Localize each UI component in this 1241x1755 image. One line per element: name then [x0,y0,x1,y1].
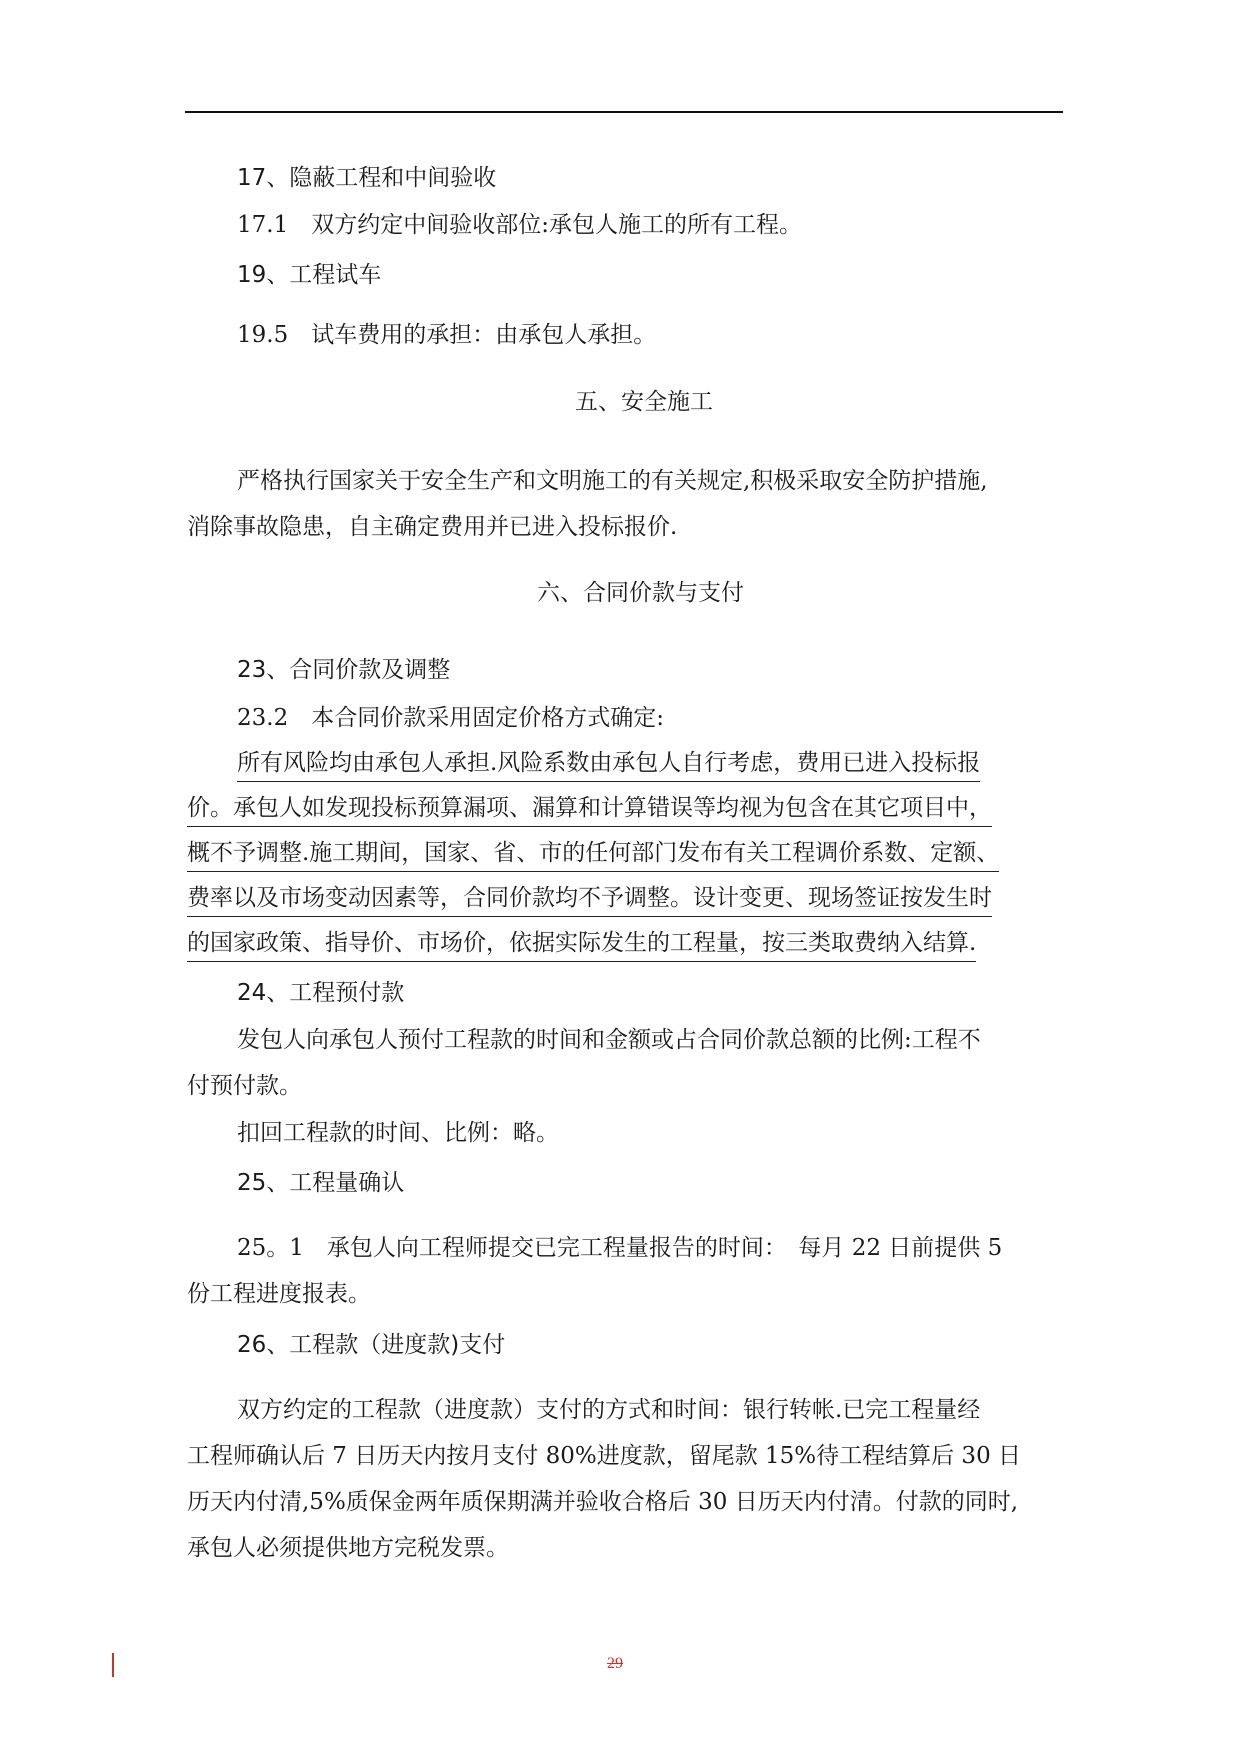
section-23-heading: 23、合同价款及调整 [237,657,451,683]
clause-25-1-line-2: 份工程进度报表。 [187,1281,371,1307]
safety-paragraph-line-1: 严格执行国家关于安全生产和文明施工的有关规定,积极采取安全防护措施, [237,468,988,494]
section-25-heading: 25、工程量确认 [237,1170,405,1196]
chapter-6-title: 六、合同价款与支付 [537,580,744,606]
section-26-heading: 26、工程款（进度款)支付 [237,1332,506,1358]
price-terms-line-5: 的国家政策、指导价、市场价，依据实际发生的工程量，按三类取费纳入结算. [187,928,976,962]
progress-payment-line-1: 双方约定的工程款（进度款）支付的方式和时间：银行转帐.已完工程量经 [237,1397,981,1423]
advance-payment-line-1: 发包人向承包人预付工程款的时间和金额或占合同价款总额的比例:工程不 [237,1027,981,1053]
safety-paragraph-line-2: 消除事故隐患，自主确定费用并已进入投标报价. [187,514,678,540]
clause-17-1: 17.1 双方约定中间验收部位:承包人施工的所有工程。 [237,212,802,238]
progress-payment-line-3: 历天内付清,5%质保金两年质保期满并验收合格后 30 日历天内付清。付款的同时, [187,1489,1018,1515]
section-19-heading: 19、工程试车 [237,262,382,288]
progress-payment-line-2: 工程师确认后 7 日历天内按月支付 80%进度款，留尾款 15%待工程结算后 30 日 [187,1443,1022,1469]
price-terms-line-1: 所有风险均由承包人承担.风险系数由承包人自行考虑，费用已进入投标报 [237,748,980,782]
price-terms-line-3: 概不予调整.施工期间，国家、省、市的任何部门发布有关工程调价系数、定额、 [187,838,999,872]
section-24-heading: 24、工程预付款 [237,980,405,1006]
clause-25-1-line-1: 25。1 承包人向工程师提交已完工程量报告的时间： 每月 22 日前提供 5 [237,1235,1003,1261]
page-number: 29 [607,1655,623,1672]
price-terms-line-2: 价。承包人如发现投标预算漏项、漏算和计算错误等均视为包含在其它项目中， [187,793,992,827]
section-17-heading: 17、隐蔽工程和中间验收 [237,165,497,191]
clause-19-5: 19.5 试车费用的承担：由承包人承担。 [237,322,657,348]
price-terms-line-4: 费率以及市场变动因素等，合同价款均不予调整。设计变更、现场签证按发生时 [187,883,992,917]
change-bar-mark [112,1653,114,1677]
progress-payment-line-4: 承包人必须提供地方完税发票。 [187,1535,509,1561]
clause-23-2: 23.2 本合同价款采用固定价格方式确定: [237,705,664,731]
chapter-5-title: 五、安全施工 [575,389,713,415]
header-rule [185,111,1063,113]
deduction-line: 扣回工程款的时间、比例：略。 [237,1120,559,1146]
advance-payment-line-2: 付预付款。 [187,1073,302,1099]
